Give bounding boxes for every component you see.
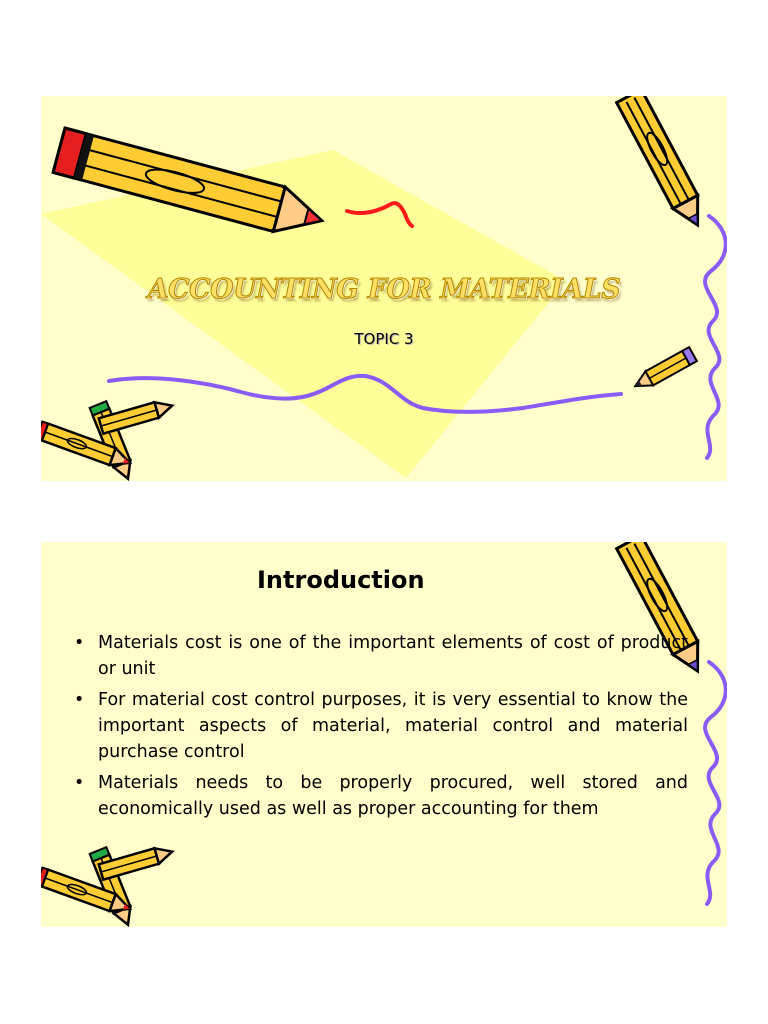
slide-subtitle: TOPIC 3 [354, 330, 414, 348]
bullet-text: Materials cost is one of the important elements of cost of product or unit [98, 633, 688, 679]
pencil-icon [617, 96, 710, 231]
title-slide [41, 96, 727, 481]
slide-title: Introduction [257, 566, 425, 594]
introduction-slide [41, 542, 727, 927]
small-pencil-icon [631, 347, 696, 393]
bullet-text: For material cost control purposes, it is very essential to know the important aspects of material, material control and material purchase control [98, 690, 688, 762]
pencil-pair-icon [41, 844, 174, 927]
bullet-list [71, 630, 688, 827]
pencil-pair-icon [41, 398, 174, 481]
bullet-icon: • [74, 773, 85, 793]
bullet-icon: • [74, 690, 85, 710]
bullet-text: Materials needs to be properly procured, well stored and economically used as well as proper accounting for them [98, 773, 688, 819]
slide-title: ACCOUNTING FOR MATERIALS [147, 274, 621, 305]
squiggle-line [705, 662, 726, 904]
bullet-item [71, 687, 688, 765]
bullet-icon: • [74, 633, 85, 653]
bullet-item [71, 630, 688, 682]
bullet-item [71, 770, 688, 822]
